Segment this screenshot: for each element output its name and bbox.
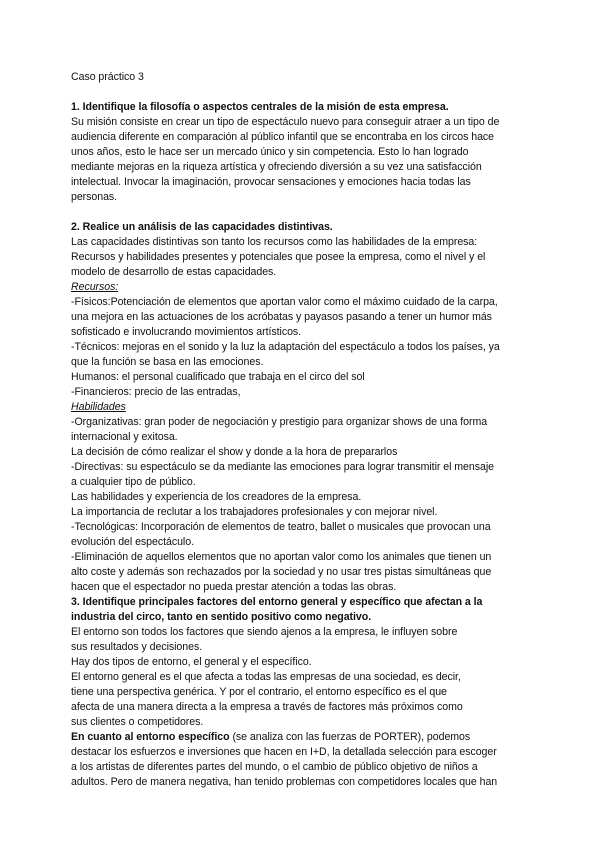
- habilidades-line: -Tecnológicas: Incorporación de elementos de teatro, ballet o musicales que provocan una: [71, 521, 491, 533]
- habilidades-line: evolución del espectáculo.: [71, 536, 194, 548]
- habilidades-line: La importancia de reclutar a los trabajadores profesionales y con mejorar nivel.: [71, 506, 438, 518]
- section-1-line: personas.: [71, 191, 118, 203]
- entorno-especifico-line: [71, 730, 533, 745]
- section-3-line: sus resultados y decisiones.: [71, 641, 203, 653]
- section-3-line: El entorno son todos los factores que siendo ajenos a la empresa, le influyen sobre: [71, 626, 458, 638]
- section-3-line: afecta de una manera directa a la empresa a través de factores más próximos como: [71, 701, 463, 713]
- section-1-line: Su misión consiste en crear un tipo de espectáculo nuevo para conseguir atraer a un tipo de: [71, 116, 500, 128]
- section-2-intro-line: Las capacidades distintivas son tanto los recursos como las habilidades de la empresa:: [71, 236, 478, 248]
- section-1-line: mediante mejoras en la riqueza artística y ofreciendo diversión a su vez una satisfacción: [71, 161, 482, 173]
- section-3-final-line: a los artistas de diferentes partes del mundo, o el cambio de público objetivo de niños a: [71, 761, 478, 773]
- section-3-heading-cont: industria del circo, tanto en sentido positivo como negativo.: [71, 611, 372, 623]
- recursos-line: -Financieros: precio de las entradas,: [71, 386, 241, 398]
- habilidades-label: Habilidades: [71, 401, 126, 413]
- habilidades-line: alto coste y además son rechazados por la sociedad y no usar tres pistas simultáneas que: [71, 566, 492, 578]
- entorno-especifico-rest: (se analiza con las fuerzas de PORTER), podemos: [229, 731, 471, 743]
- section-1-line: audiencia diferente en comparación al público infantil que se encontraba en los circos hace: [71, 131, 495, 143]
- habilidades-line: a cualquier tipo de público.: [71, 476, 196, 488]
- recursos-line: -Físicos:Potenciación de elementos que aportan valor como el máximo cuidado de la carpa,: [71, 296, 498, 308]
- recursos-label: Recursos:: [71, 281, 119, 293]
- section-2-intro-line: modelo de desarrollo de estas capacidades.: [71, 266, 277, 278]
- entorno-especifico-bold: En cuanto al entorno específico: [71, 731, 230, 743]
- section-1-line: unos años, esto le hace ser un mercado único y sin competencia. Esto lo han logrado: [71, 146, 469, 158]
- habilidades-line: hacen que el espectador no pueda prestar atención a todas las obras.: [71, 581, 397, 593]
- habilidades-line: internacional y exitosa.: [71, 431, 178, 443]
- document-title: Caso práctico 3: [71, 71, 144, 83]
- recursos-line: que la función se basa en las emociones.: [71, 356, 264, 368]
- habilidades-line: -Directivas: su espectáculo se da mediante las emociones para lograr transmitir el mensaje: [71, 461, 494, 473]
- document-body: [71, 70, 533, 790]
- section-3-line: Hay dos tipos de entorno, el general y el específico.: [71, 656, 312, 668]
- section-2-heading: 2. Realice un análisis de las capacidades distintivas.: [71, 221, 333, 233]
- section-3-line: tiene una perspectiva genérica. Y por el contrario, el entorno específico es el que: [71, 686, 447, 698]
- section-3-final-line: adultos. Pero de manera negativa, han tenido problemas con competidores locales que han: [71, 776, 498, 788]
- section-1-heading: 1. Identifique la filosofía o aspectos centrales de la misión de esta empresa.: [71, 101, 449, 113]
- recursos-line: una mejora en las actuaciones de los acróbatas y payasos pasando a tener un humor más: [71, 311, 492, 323]
- recursos-line: -Técnicos: mejoras en el sonido y la luz la adaptación del espectáculo a todos los países, ya: [71, 341, 500, 353]
- section-3-line: El entorno general es el que afecta a todas las empresas de una sociedad, es decir,: [71, 671, 461, 683]
- section-1-line: intelectual. Invocar la imaginación, provocar sensaciones y emociones hacia todas las: [71, 176, 471, 188]
- habilidades-line: -Organizativas: gran poder de negociación y prestigio para organizar shows de una forma: [71, 416, 488, 428]
- section-3-line: sus clientes o competidores.: [71, 716, 204, 728]
- section-2-intro-line: Recursos y habilidades presentes y potenciales que posee la empresa, como el nivel y el: [71, 251, 486, 263]
- section-3-final-line: destacar los esfuerzos e inversiones que hacen en I+D, la detallada selección para escoger: [71, 746, 497, 758]
- habilidades-line: Las habilidades y experiencia de los creadores de la empresa.: [71, 491, 362, 503]
- habilidades-line: La decisión de cómo realizar el show y donde a la hora de prepararlos: [71, 446, 398, 458]
- habilidades-line: -Eliminación de aquellos elementos que no aportan valor como los animales que tienen un: [71, 551, 492, 563]
- recursos-line: sofisticado e involucrando movimientos artísticos.: [71, 326, 302, 338]
- section-3-heading: 3. Identifique principales factores del entorno general y específico que afectan a la: [71, 596, 483, 608]
- recursos-line: Humanos: el personal cualificado que trabaja en el circo del sol: [71, 371, 365, 383]
